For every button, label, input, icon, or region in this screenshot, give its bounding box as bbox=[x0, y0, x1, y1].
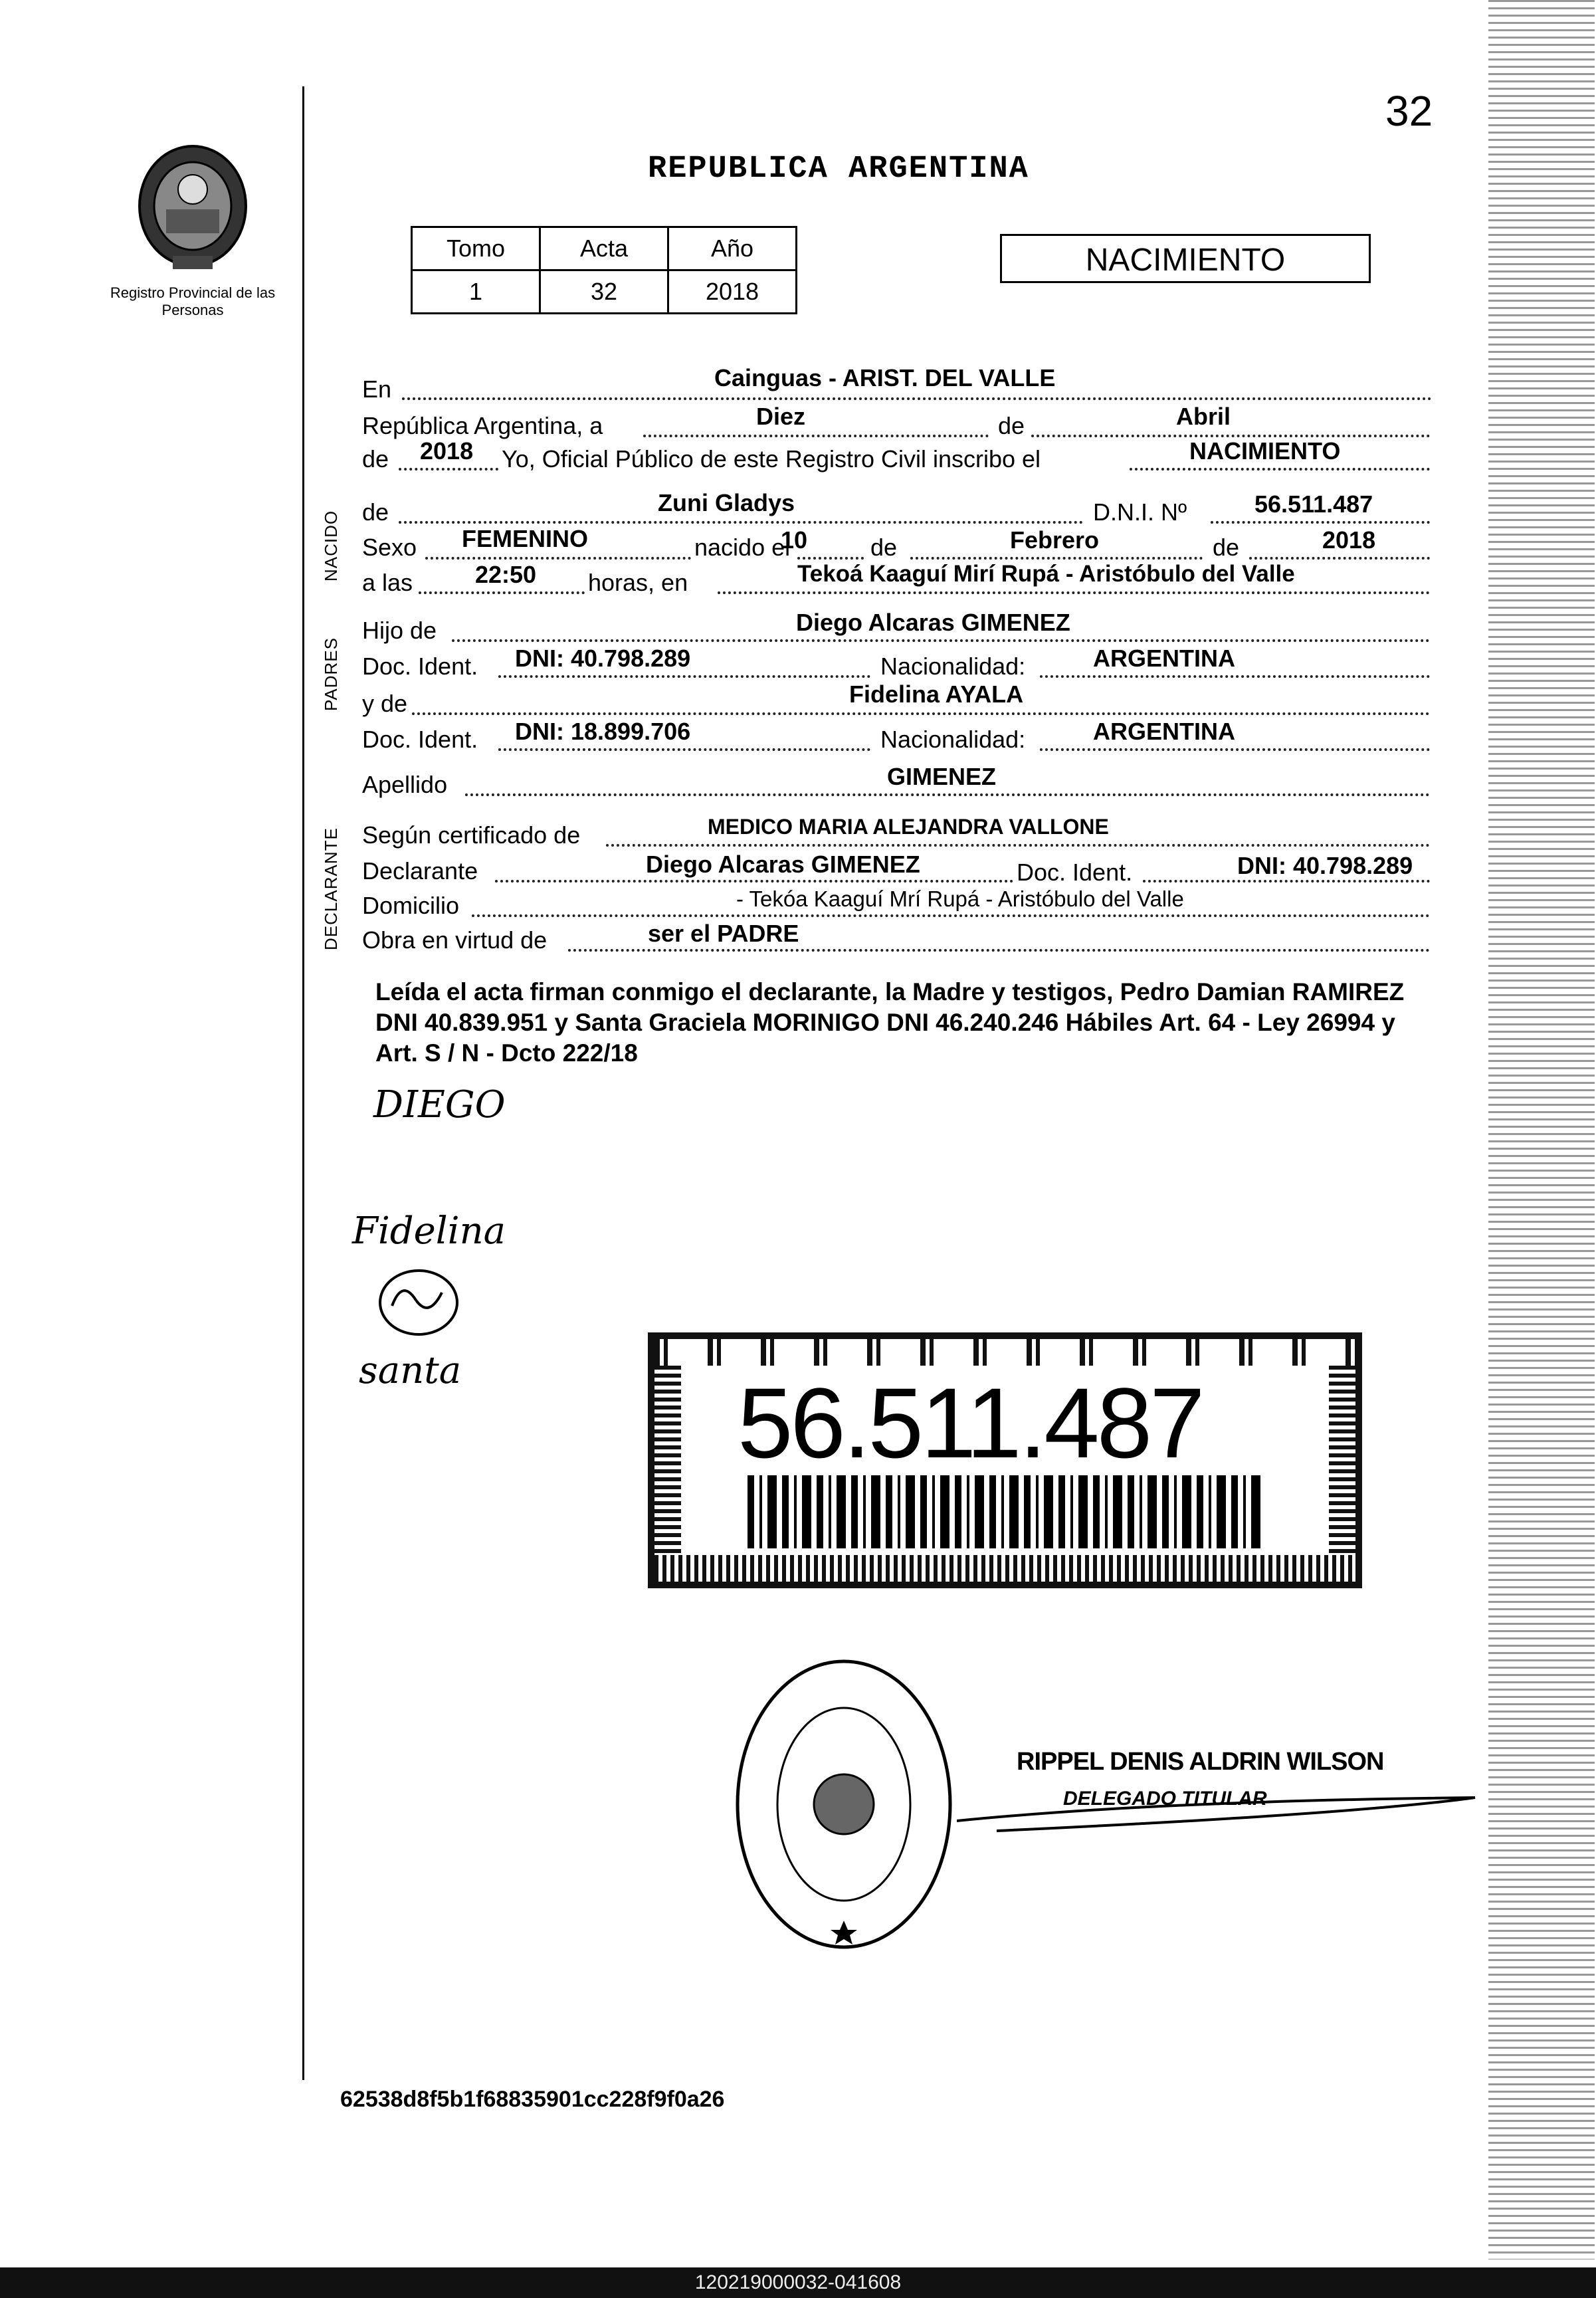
label-yo: Yo, Oficial Público de este Registro Civil inscribo el bbox=[502, 445, 1041, 472]
dotted-line bbox=[495, 880, 1013, 883]
label-hijo-de: Hijo de bbox=[362, 617, 437, 644]
barcode-bars bbox=[748, 1475, 1266, 1548]
dotted-line bbox=[1040, 675, 1430, 678]
label-de2: de bbox=[362, 445, 389, 472]
dotted-line bbox=[910, 557, 1203, 560]
value-mes: Abril bbox=[1176, 403, 1231, 430]
dotted-line bbox=[1249, 557, 1430, 560]
value-hora: 22:50 bbox=[475, 561, 537, 588]
value-madre-nac: ARGENTINA bbox=[1093, 718, 1235, 745]
dotted-line bbox=[1130, 468, 1430, 470]
dotted-line bbox=[399, 468, 498, 470]
header-tomo: Tomo bbox=[412, 227, 540, 270]
official-name: RIPPEL DENIS ALDRIN WILSON bbox=[1017, 1748, 1384, 1776]
label-nacionalidad-2: Nacionalidad: bbox=[880, 726, 1026, 753]
label-republica: República Argentina, a bbox=[362, 412, 603, 439]
label-horas-en: horas, en bbox=[588, 569, 688, 596]
label-declarante: Declarante bbox=[362, 857, 478, 885]
dotted-line bbox=[399, 521, 1083, 524]
dotted-line bbox=[1143, 880, 1430, 883]
dotted-line bbox=[419, 591, 585, 594]
dotted-line bbox=[425, 557, 691, 560]
value-certificado: MEDICO MARIA ALEJANDRA VALLONE bbox=[708, 815, 1109, 839]
delegation-stamp-icon bbox=[731, 1655, 957, 1954]
header-anio: Año bbox=[668, 227, 797, 270]
signature-diego: DIEGO bbox=[373, 1083, 506, 1126]
signature-santa: santa bbox=[359, 1349, 462, 1392]
dotted-line bbox=[797, 557, 864, 560]
value-mes-nac: Febrero bbox=[1010, 526, 1100, 554]
registry-name: Registro Provincial de las Personas bbox=[110, 284, 276, 318]
provincial-seal-icon bbox=[126, 136, 259, 276]
signature-mark-icon bbox=[375, 1266, 462, 1342]
dotted-line bbox=[452, 639, 1430, 642]
dotted-line bbox=[1211, 521, 1430, 524]
value-lugar-nac: Tekoá Kaaguí Mirí Rupá - Aristóbulo del Valle bbox=[797, 561, 1295, 587]
value-tomo: 1 bbox=[412, 270, 540, 314]
value-domicilio: - Tekóa Kaaguí Mrí Rupá - Aristóbulo del Valle bbox=[736, 887, 1184, 911]
label-doc-ident-1: Doc. Ident. bbox=[362, 653, 478, 680]
dotted-line bbox=[472, 914, 1430, 917]
value-acto: NACIMIENTO bbox=[1189, 437, 1341, 465]
barcode-number: 56.511.487 bbox=[738, 1367, 1203, 1479]
side-label-nacido: NACIDO bbox=[321, 510, 341, 581]
guilloche-border bbox=[654, 1555, 1355, 1582]
value-dni: 56.511.487 bbox=[1254, 490, 1373, 518]
value-padre-dni: DNI: 40.798.289 bbox=[515, 645, 691, 672]
guilloche-border bbox=[1329, 1366, 1355, 1555]
label-doc-ident-3: Doc. Ident. bbox=[1017, 859, 1133, 886]
guilloche-border bbox=[654, 1339, 1355, 1366]
label-en: En bbox=[362, 375, 392, 403]
value-declarante-dni: DNI: 40.798.289 bbox=[1237, 852, 1413, 879]
label-de4: de bbox=[870, 534, 898, 561]
value-madre: Fidelina AYALA bbox=[849, 680, 1024, 708]
value-dia: Diez bbox=[756, 403, 806, 430]
document-hash: 62538d8f5b1f68835901cc228f9f0a26 bbox=[340, 2087, 725, 2112]
value-madre-dni: DNI: 18.899.706 bbox=[515, 718, 691, 745]
side-label-padres: PADRES bbox=[321, 637, 341, 711]
value-anio: 2018 bbox=[668, 270, 797, 314]
label-de: de bbox=[998, 412, 1025, 439]
side-label-declarante: DECLARANTE bbox=[321, 827, 341, 950]
act-type-box: NACIMIENTO bbox=[1000, 234, 1371, 283]
label-a-las: a las bbox=[362, 569, 413, 596]
value-obra: ser el PADRE bbox=[648, 920, 799, 947]
dotted-line bbox=[606, 844, 1430, 847]
value-sexo: FEMENINO bbox=[462, 525, 589, 552]
value-padre: Diego Alcaras GIMENEZ bbox=[796, 609, 1070, 636]
dotted-line bbox=[718, 591, 1430, 594]
dotted-line bbox=[568, 949, 1430, 952]
label-domicilio: Domicilio bbox=[362, 892, 460, 919]
dotted-line bbox=[498, 748, 870, 751]
label-de5: de bbox=[1213, 534, 1240, 561]
label-nacido-el: nacido el bbox=[694, 534, 791, 561]
value-lugar: Cainguas - ARIST. DEL VALLE bbox=[714, 364, 1056, 391]
signature-fidelina: Fidelina bbox=[352, 1209, 506, 1253]
value-nombre: Zuni Gladys bbox=[658, 489, 795, 516]
header-acta: Acta bbox=[540, 227, 668, 270]
label-apellido: Apellido bbox=[362, 771, 448, 798]
legal-text: Leída el acta firman conmigo el declarante, la Madre y testigos, Pedro Damian RAMIREZ DNI 40.839.951 y Santa Graciela MORINIGO DNI 46.240.246 Hábiles Art. 64 - Ley 26994 y Art. S / N - Dcto 222/18 bbox=[375, 978, 1405, 1067]
footer-code: 120219000032-041608 bbox=[0, 2267, 1596, 2298]
dotted-line bbox=[498, 675, 870, 678]
left-margin-line bbox=[302, 86, 304, 2080]
value-padre-nac: ARGENTINA bbox=[1093, 645, 1235, 672]
value-declarante: Diego Alcaras GIMENEZ bbox=[646, 851, 920, 878]
dotted-line bbox=[643, 435, 989, 437]
dotted-line bbox=[465, 793, 1430, 796]
guilloche-border bbox=[654, 1366, 681, 1555]
document-title: REPUBLICA ARGENTINA bbox=[648, 152, 1029, 187]
scan-noise bbox=[1488, 0, 1595, 2259]
label-sexo: Sexo bbox=[362, 534, 417, 561]
label-de3: de bbox=[362, 498, 389, 526]
dotted-line bbox=[412, 712, 1430, 715]
label-obra: Obra en virtud de bbox=[362, 926, 548, 954]
label-dni: D.N.I. Nº bbox=[1093, 498, 1187, 526]
label-doc-ident-2: Doc. Ident. bbox=[362, 726, 478, 753]
label-nacionalidad-1: Nacionalidad: bbox=[880, 653, 1026, 680]
page-number: 32 bbox=[1385, 87, 1433, 135]
dotted-line bbox=[402, 397, 1432, 400]
value-apellido: GIMENEZ bbox=[887, 763, 997, 790]
label-y-de: y de bbox=[362, 690, 408, 717]
value-dia-nac: 10 bbox=[781, 526, 808, 554]
dotted-line bbox=[1040, 748, 1430, 751]
value-acta: 32 bbox=[540, 270, 668, 314]
record-table bbox=[411, 226, 797, 314]
label-segun-cert: Según certificado de bbox=[362, 821, 581, 849]
value-anio: 2018 bbox=[420, 437, 474, 465]
official-role: DELEGADO TITULAR bbox=[1063, 1788, 1267, 1810]
value-anio-nac: 2018 bbox=[1322, 526, 1376, 554]
